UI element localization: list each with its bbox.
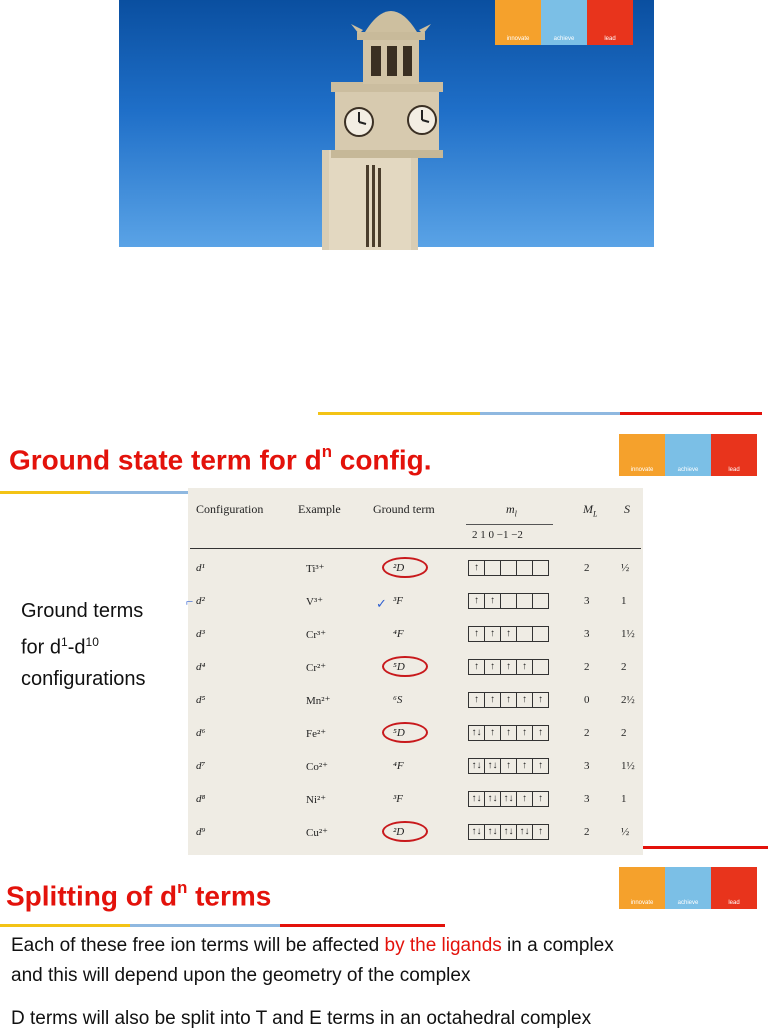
table-row [188,686,643,719]
circled-term-highlight [382,821,428,842]
orbital-box [533,594,548,608]
S-cell: 2 [621,661,627,673]
orbital-box [485,561,501,575]
orbital-boxes [468,758,549,774]
ground-term-cell: ²D [393,826,405,838]
configuration-cell: d⁷ [196,760,206,772]
logo-lead: lead [711,867,757,909]
orbital-box: ↑↓ [485,792,501,806]
configuration-cell: d³ [196,628,205,640]
S-cell: 1½ [621,760,635,772]
ML-cell: 3 [584,760,590,772]
orbital-box: ↑ [469,594,485,608]
orbital-boxes [468,824,549,840]
table-row [188,785,643,818]
title-tail: config. [331,444,432,476]
table-row [188,587,643,620]
configuration-cell: d⁹ [196,826,206,838]
accent-rule-red [620,412,762,415]
orbital-box [517,594,533,608]
example-ion-cell: Ni²⁺ [306,794,327,806]
orbital-box: ↑ [501,726,517,740]
S-cell: 2 [621,727,627,739]
orbital-box [517,627,533,641]
circled-term-highlight [382,557,428,578]
ML-cell: 2 [584,727,590,739]
accent-rule-yellow [0,491,90,494]
side-line-1: Ground terms [21,600,144,622]
configuration-cell: d¹ [196,562,205,574]
highlight-ligands: by the ligands [384,935,502,956]
orbital-box: ↑ [517,693,533,707]
logo-achieve: achieve [541,0,587,45]
circled-term-highlight [382,722,428,743]
orbital-box: ↑ [517,660,533,674]
slide-title-ground-state [9,444,432,476]
logo-achieve: achieve [665,867,711,909]
configuration-cell: d⁶ [196,727,206,739]
orbital-box: ↑↓ [501,792,517,806]
orbital-boxes [468,593,549,609]
checkmark-icon: ✓ [376,596,387,611]
ground-term-cell: ²D [393,562,405,574]
configuration-cell: d⁴ [196,661,206,673]
col-header-configuration: Configuration [196,502,264,516]
accent-rule-blue [130,924,280,927]
col-header-ML: $M_L$ [583,502,598,519]
orbital-box: ↑ [485,693,501,707]
S-cell: 1½ [621,628,635,640]
ML-cell: 2 [584,826,590,838]
brand-logo-strip [619,434,757,476]
slide-title-splitting [6,880,271,912]
orbital-box: ↑ [469,561,485,575]
pen-mark-icon: ⌐ [186,594,194,609]
orbital-box: ↑↓ [469,792,485,806]
orbital-box [533,627,548,641]
orbital-box: ↑ [517,726,533,740]
example-ion-cell: Fe²⁺ [306,728,327,740]
ground-term-cell: ⁶S [393,694,403,706]
ML-cell: 2 [584,661,590,673]
configuration-cell: d⁸ [196,793,206,805]
orbital-box [517,561,533,575]
orbital-box: ↑ [538,826,543,837]
example-ion-cell: Mn²⁺ [306,695,331,707]
orbital-box [501,594,517,608]
table-row [188,719,643,752]
body-paragraph-2: D terms will also be split into T and E terms in an octahedral complex [11,1008,592,1029]
orbital-box: ↑ [485,594,501,608]
orbital-box: ↑ [469,693,485,707]
orbital-box: ↑ [517,759,533,773]
side-caption [21,596,181,695]
orbital-box: ↑ [501,660,517,674]
orbital-box: ↑ [501,759,517,773]
accent-rule-red [643,846,768,849]
example-ion-cell: Cu²⁺ [306,827,328,839]
logo-lead: lead [711,434,757,476]
orbital-box: ↑ [538,760,543,771]
orbital-box: ↑ [501,627,517,641]
orbital-boxes [468,692,549,708]
col-header-ground-term: Ground term [373,502,435,516]
orbital-box: ↑↓ [485,825,501,839]
orbital-box: ↑ [538,793,543,804]
orbital-box: ↑ [469,660,485,674]
table-row [188,620,643,653]
logo-innovate: innovate [495,0,541,45]
ground-term-cell: ³F [393,595,404,607]
title-text: Ground state term for d [9,444,322,476]
orbital-box: ↑↓ [469,825,485,839]
orbital-box: ↑↓ [469,726,485,740]
scanned-term-table [188,488,643,855]
orbital-box: ↑↓ [469,759,485,773]
example-ion-cell: Ti³⁺ [306,563,325,575]
accent-rule-blue [480,412,620,415]
orbital-boxes [468,791,549,807]
orbital-boxes [468,560,549,576]
title-text: Splitting of d [6,880,178,912]
accent-rule-red [280,924,445,927]
table-row [188,818,643,851]
ground-term-cell: ⁴F [393,760,404,772]
S-cell: ½ [621,826,630,838]
example-ion-cell: V³⁺ [306,596,324,608]
example-ion-cell: Co²⁺ [306,761,328,773]
logo-lead: lead [587,0,633,45]
example-ion-cell: Cr³⁺ [306,629,327,641]
col-header-S: S [624,502,630,516]
ground-term-cell: ⁵D [393,661,405,673]
orbital-box [533,660,548,674]
header-rule [190,548,641,549]
ml-divider [466,524,553,525]
orbital-box: ↑ [485,660,501,674]
body-paragraph-1: Each of these free ion terms will be affected by the ligands in a complex and this will depend upon the geometry of the complex [11,935,614,986]
orbital-box: ↑ [501,693,517,707]
col-header-ml: $m_l$ [506,502,517,519]
ML-cell: 3 [584,595,590,607]
S-cell: 2½ [621,694,635,706]
accent-rule-yellow [318,412,480,415]
brand-logo-strip [619,867,757,909]
configuration-cell: d⁵ [196,694,206,706]
orbital-box: ↑↓ [517,825,533,839]
orbital-box: ↑ [469,627,485,641]
brand-logo-strip [495,0,633,45]
side-line-2: for $d^1-d^{10}$ [21,635,99,659]
side-line-3: configurations [21,667,146,690]
title-superscript: n [177,878,188,897]
table-row [188,752,643,785]
orbital-box [533,561,548,575]
orbital-box: ↑ [517,792,533,806]
example-ion-cell: Cr²⁺ [306,662,327,674]
orbital-box: ↑↓ [485,759,501,773]
title-superscript: n [321,442,332,461]
ground-term-cell: ³F [393,793,404,805]
orbital-boxes [468,626,549,642]
col-header-example: Example [298,502,341,516]
accent-rule-yellow [0,924,130,927]
orbital-boxes [468,659,549,675]
ground-term-cell: ⁴F [393,628,404,640]
table-row [188,554,643,587]
orbital-box: ↑ [485,726,501,740]
ML-cell: 0 [584,694,590,706]
ML-cell: 3 [584,793,590,805]
circled-term-highlight [382,656,428,677]
S-cell: 1 [621,793,627,805]
logo-achieve: achieve [665,434,711,476]
S-cell: 1 [621,595,627,607]
orbital-boxes [468,725,549,741]
title-tail: terms [187,880,272,912]
orbital-box [501,561,517,575]
logo-innovate: innovate [619,434,665,476]
logo-innovate: innovate [619,867,665,909]
accent-rule-blue [90,491,188,494]
ML-cell: 2 [584,562,590,574]
ml-values: 2 1 0 −1 −2 [472,529,523,541]
orbital-box: ↑ [485,627,501,641]
orbital-box: ↑↓ [501,825,517,839]
ML-cell: 3 [584,628,590,640]
orbital-box: ↑ [538,694,543,705]
configuration-cell: d² [196,595,205,607]
S-cell: ½ [621,562,630,574]
table-row [188,653,643,686]
clock-tower-photo [119,0,654,247]
orbital-box: ↑ [538,727,543,738]
ground-term-cell: ⁵D [393,727,405,739]
